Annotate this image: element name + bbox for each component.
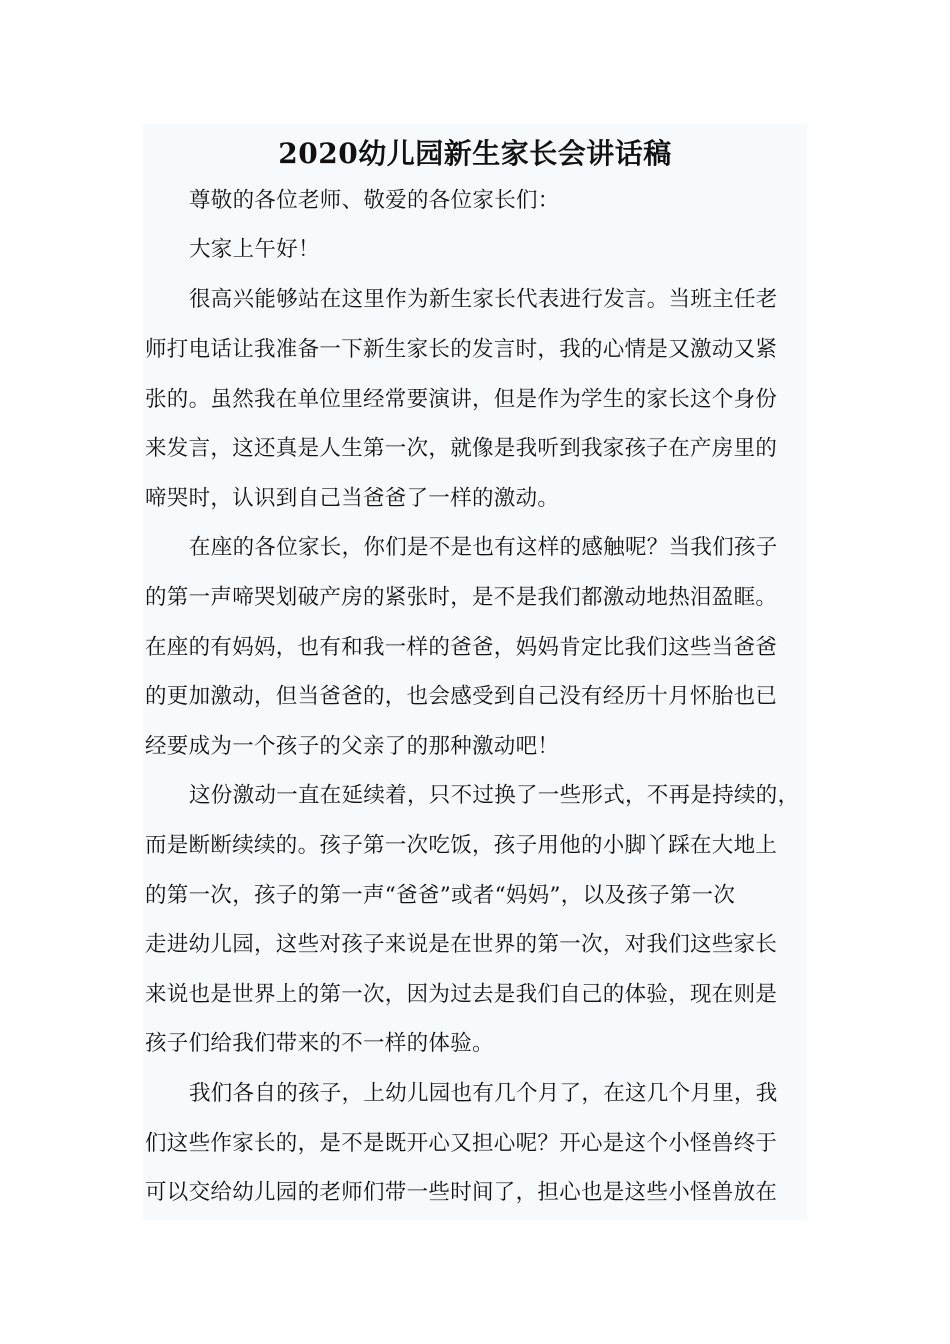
paragraph-line: 在座的有妈妈，也有和我一样的爸爸，妈妈肯定比我们这些当爸爸 (145, 635, 778, 660)
paragraph-line: 而是断断续续的。孩子第一次吃饭，孩子用他的小脚丫踩在大地上 (145, 833, 778, 858)
paragraph-line: 张的。虽然我在单位里经常要演讲，但是作为学生的家长这个身份 (145, 387, 778, 412)
paragraph-line: 的第一声啼哭划破产房的紧张时，是不是我们都激动地热泪盈眶。 (145, 585, 778, 610)
paragraph-line: 的更加激动，但当爸爸的，也会感受到自己没有经历十月怀胎也已 (145, 684, 778, 709)
paragraph-line: 们这些作家长的，是不是既开心又担心呢？开心是这个小怪兽终于 (145, 1131, 778, 1156)
paragraph-line: 这份激动一直在延续着，只不过换了一些形式，不再是持续的， (189, 783, 800, 808)
document-title: 2020幼儿园新生家长会讲话稿 (278, 137, 672, 170)
paragraph-line: 大家上午好！ (189, 237, 320, 262)
paragraph-line: 可以交给幼儿园的老师们带一些时间了，担心也是这些小怪兽放在 (145, 1180, 778, 1205)
paragraph-line: 孩子们给我们带来的不一样的体验。 (145, 1031, 494, 1056)
paragraph-line: 经要成为一个孩子的父亲了的那种激动吧！ (145, 734, 560, 759)
paragraph-line: 尊敬的各位老师、敬爱的各位家长们： (189, 188, 560, 213)
paragraph-line: 很高兴能够站在这里作为新生家长代表进行发言。当班主任老 (189, 287, 778, 312)
paragraph-line: 我们各自的孩子，上幼儿园也有几个月了，在这几个月里，我 (189, 1081, 778, 1106)
paragraph-line: 在座的各位家长，你们是不是也有这样的感触呢？当我们孩子 (189, 535, 778, 560)
paragraph-line: 来发言，这还真是人生第一次，就像是我听到我家孩子在产房里的 (145, 436, 778, 461)
paragraph-line: 啼哭时，认识到自己当爸爸了一样的激动。 (145, 486, 560, 511)
paragraph-line: 的第一次，孩子的第一声“爸爸”或者“妈妈”，以及孩子第一次 (145, 883, 736, 908)
paragraph-line: 师打电话让我准备一下新生家长的发言时，我的心情是又激动又紧 (145, 337, 778, 362)
paragraph-line: 来说也是世界上的第一次，因为过去是我们自己的体验，现在则是 (145, 982, 778, 1007)
paragraph-line: 走进幼儿园，这些对孩子来说是在世界的第一次，对我们这些家长 (145, 932, 778, 957)
